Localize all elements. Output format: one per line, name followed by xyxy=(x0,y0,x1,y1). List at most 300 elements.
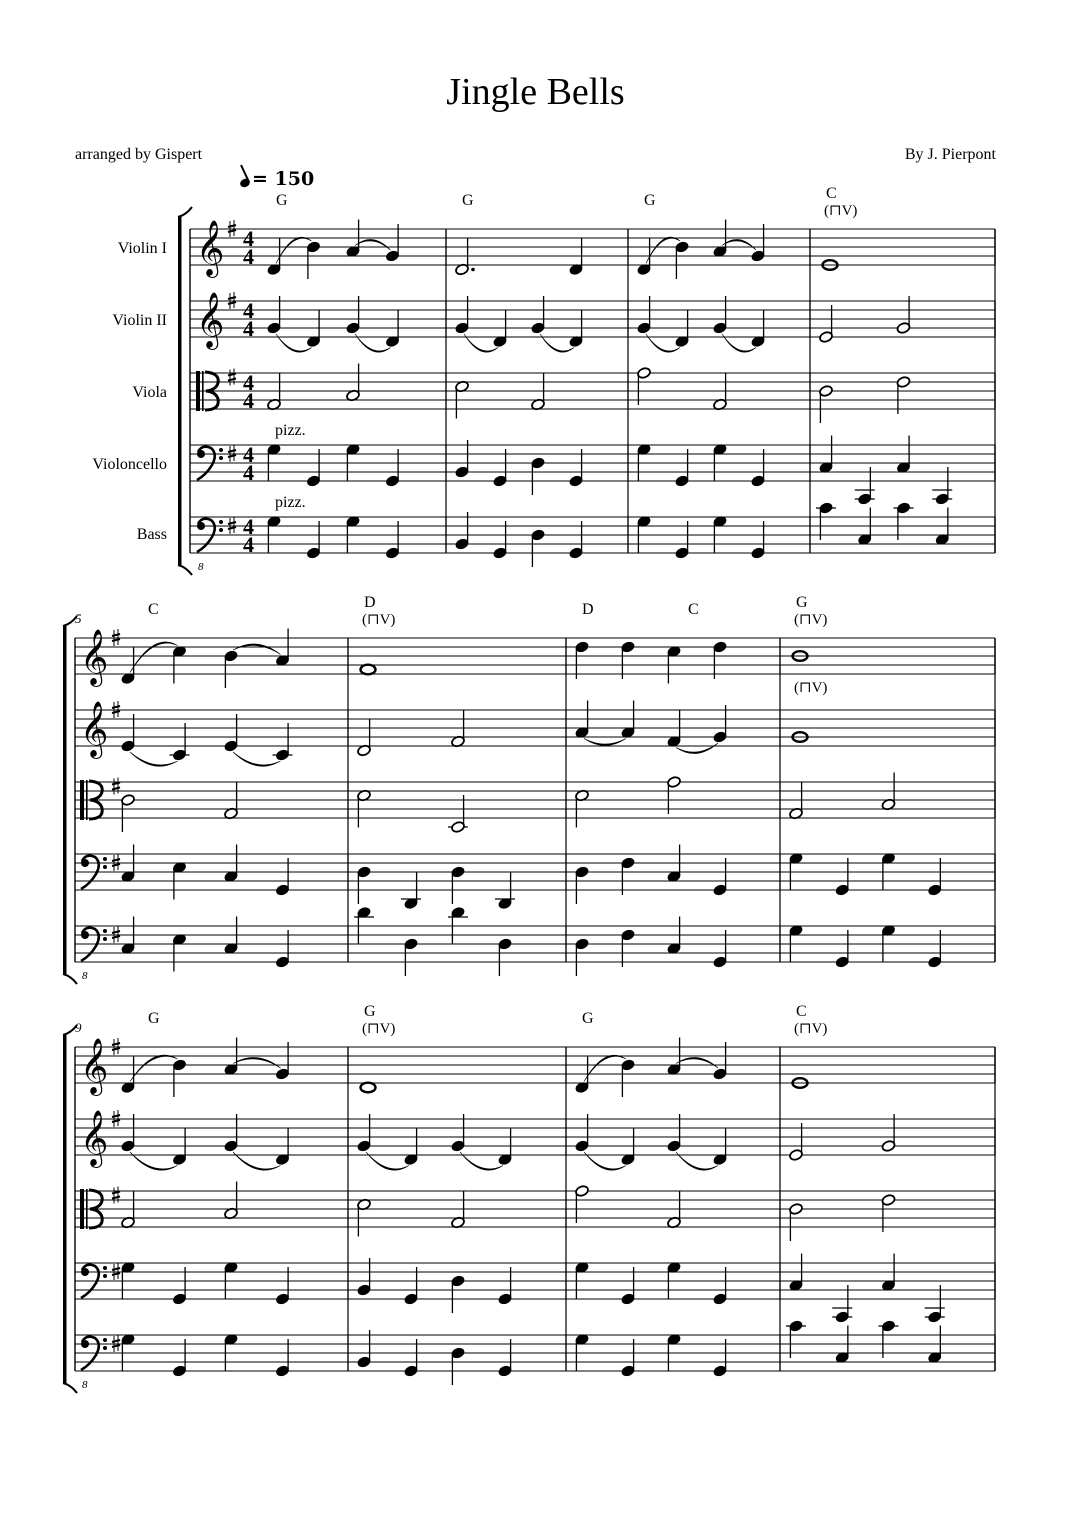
quarter-note xyxy=(835,858,850,896)
staff-violin-2 xyxy=(190,292,995,352)
quarter-note xyxy=(346,443,361,481)
quarter-note xyxy=(346,220,361,258)
quarter-note xyxy=(621,701,636,739)
sharp-icon xyxy=(112,706,120,708)
quarter-note xyxy=(306,241,321,279)
dotted-half-note xyxy=(455,238,475,276)
instrument-label-bass: Bass xyxy=(136,526,167,543)
quarter-note xyxy=(531,529,546,567)
measure-number-9: 9 xyxy=(75,1020,82,1035)
quarter-note xyxy=(575,701,590,739)
chord-symbol: D xyxy=(582,601,594,618)
quarter-note xyxy=(751,449,766,487)
quarter-note xyxy=(751,521,766,559)
treble-clef-icon: 𝄞 xyxy=(80,1112,109,1165)
quarter-note xyxy=(224,714,239,752)
sharp-icon xyxy=(112,1340,120,1342)
system-bracket xyxy=(178,217,182,565)
quarter-note xyxy=(493,521,508,559)
sharp-icon xyxy=(112,1115,120,1117)
quarter-note xyxy=(346,515,361,553)
quarter-note xyxy=(267,238,282,276)
quarter-note xyxy=(455,440,470,478)
alto-clef-icon xyxy=(86,1189,88,1229)
quarter-note xyxy=(575,938,590,976)
bass-clef-icon xyxy=(219,448,223,452)
quarter-note xyxy=(569,238,584,276)
quarter-note xyxy=(275,629,290,667)
sharp-icon xyxy=(112,1120,120,1122)
octave-eight-icon: 8 xyxy=(198,561,204,573)
system-2 xyxy=(63,594,995,984)
time-signature-bottom: 4 xyxy=(243,532,254,557)
composer-credit: By J. Pierpont xyxy=(904,146,996,163)
half-note xyxy=(819,385,834,423)
pizz-markings xyxy=(275,422,306,511)
measure-number-5: 5 xyxy=(75,611,82,626)
quarter-note xyxy=(385,224,400,262)
quarter-note xyxy=(575,1261,590,1299)
system-3 xyxy=(63,1003,995,1393)
quarter-note xyxy=(172,933,187,971)
system-bracket xyxy=(63,1383,77,1393)
quarter-note xyxy=(451,1275,466,1313)
slur xyxy=(233,752,281,766)
half-note xyxy=(819,305,834,343)
quarter-note xyxy=(357,866,372,904)
quarter-note xyxy=(832,1285,852,1323)
quarter-note xyxy=(275,1128,290,1166)
quarter-note xyxy=(927,930,942,968)
quarter-note xyxy=(675,241,690,279)
staff-viola xyxy=(75,773,995,834)
sharp-icon xyxy=(112,1197,120,1199)
quarter-note xyxy=(531,457,546,495)
quarter-note xyxy=(224,1038,239,1076)
quarter-note xyxy=(172,1059,187,1097)
quarter-note xyxy=(713,930,728,968)
slur xyxy=(355,239,391,250)
chord-symbol: G xyxy=(462,192,474,209)
quarter-note xyxy=(621,1267,636,1305)
instrument-label-violin-2: Violin II xyxy=(112,312,167,329)
quarter-note xyxy=(172,1267,187,1305)
quarter-note xyxy=(713,1042,728,1080)
sharp-icon xyxy=(112,639,120,641)
quarter-note xyxy=(713,858,728,896)
system-bracket xyxy=(178,565,192,575)
alto-clef-icon xyxy=(80,1189,84,1229)
quarter-note xyxy=(879,1320,899,1358)
instrument-label-violin-1: Violin I xyxy=(117,240,167,257)
augmentation-dot xyxy=(471,268,475,272)
quarter-note xyxy=(713,1128,728,1166)
staff-violin-2 xyxy=(75,701,995,767)
quarter-note xyxy=(621,857,636,895)
quarter-note xyxy=(927,1326,942,1364)
octave-eight-icon: 8 xyxy=(82,970,88,982)
quarter-note xyxy=(675,521,690,559)
time-signature-bottom: 4 xyxy=(243,460,254,485)
bowing-mark: (⊓V) xyxy=(794,1021,828,1037)
quarter-note xyxy=(455,296,470,334)
time-signature-bottom: 4 xyxy=(243,388,254,413)
slur xyxy=(676,1057,718,1068)
half-note xyxy=(881,1194,896,1232)
quarter-note xyxy=(713,1339,728,1377)
quarter-note xyxy=(385,449,400,487)
quarter-note xyxy=(385,521,400,559)
slur xyxy=(276,237,312,263)
instrument-labels xyxy=(92,240,167,543)
bass-clef-icon xyxy=(219,528,223,532)
quarter-note xyxy=(667,1114,682,1152)
staff-viola xyxy=(190,364,995,424)
quarter-note xyxy=(451,1114,466,1152)
quarter-note xyxy=(498,1267,513,1305)
treble-clef-icon: 𝄞 xyxy=(196,294,225,347)
quarter-note xyxy=(121,647,136,685)
quarter-note xyxy=(498,1128,513,1166)
quarter-note xyxy=(121,845,136,883)
alto-clef-icon xyxy=(202,371,204,411)
half-note xyxy=(121,794,136,832)
staff-viola xyxy=(75,1182,995,1242)
quarter-note xyxy=(935,508,950,546)
half-note xyxy=(224,1182,239,1220)
bowing-mark: (⊓V) xyxy=(794,680,828,696)
half-note xyxy=(455,380,470,418)
quarter-note xyxy=(637,443,652,481)
sharp-icon xyxy=(112,1268,120,1270)
quarter-note xyxy=(172,1128,187,1166)
quarter-note xyxy=(493,310,508,348)
instrument-label-viola: Viola xyxy=(132,384,167,401)
chord-symbol: D xyxy=(364,594,376,611)
system-1 xyxy=(178,185,995,575)
quarter-note xyxy=(451,866,466,904)
quarter-note xyxy=(273,723,293,761)
quarter-note xyxy=(667,845,682,883)
quarter-note xyxy=(675,449,690,487)
arranger-credit: arranged by Gispert xyxy=(75,146,203,163)
bass-clef-icon xyxy=(103,857,107,861)
system-bracket xyxy=(178,207,192,217)
quarter-note xyxy=(357,1258,372,1296)
quarter-note xyxy=(881,924,896,962)
quarter-note xyxy=(881,852,896,890)
treble-clef-icon: 𝄞 xyxy=(80,703,109,756)
staff-bass xyxy=(75,906,995,982)
sharp-icon xyxy=(112,864,120,866)
half-note xyxy=(789,1203,804,1241)
half-note xyxy=(267,373,282,411)
half-note xyxy=(575,789,590,827)
music-engraving xyxy=(63,185,995,1393)
time-signature-top: 4 xyxy=(243,298,254,323)
quarter-note xyxy=(224,650,239,688)
quarter-note xyxy=(575,641,590,679)
quarter-note xyxy=(713,705,728,743)
quarter-note xyxy=(789,924,804,962)
system-bracket xyxy=(63,974,77,984)
bass-clef-icon xyxy=(103,1266,107,1270)
half-note xyxy=(789,782,804,820)
staff-violoncello xyxy=(75,1254,995,1324)
chord-symbol: C xyxy=(688,601,699,618)
slur xyxy=(130,1055,178,1081)
quarter-note xyxy=(637,515,652,553)
quarter-note xyxy=(404,1267,419,1305)
quarter-note xyxy=(357,1330,372,1368)
quarter-note xyxy=(667,1261,682,1299)
notehead xyxy=(361,1083,376,1093)
quarter-note xyxy=(575,1056,590,1094)
quarter-note xyxy=(667,710,682,748)
quarter-note xyxy=(667,1038,682,1076)
quarter-note xyxy=(448,906,468,944)
quarter-note xyxy=(621,641,636,679)
sharp-icon xyxy=(228,374,236,376)
quarter-note xyxy=(498,1339,513,1377)
quarter-note xyxy=(855,467,875,505)
staff-violin-1 xyxy=(75,1021,995,1097)
half-note xyxy=(357,789,372,827)
slur xyxy=(646,237,680,263)
slur xyxy=(130,752,178,766)
quarter-note xyxy=(121,1114,136,1152)
half-note xyxy=(224,782,239,820)
staff-violin-2 xyxy=(75,1110,995,1170)
quarter-note xyxy=(224,917,239,955)
bass-clef-icon xyxy=(219,456,223,460)
sharp-icon xyxy=(112,859,120,861)
slur xyxy=(676,743,718,754)
time-signature-top: 4 xyxy=(243,226,254,251)
bowing-mark: (⊓V) xyxy=(362,612,396,628)
quarter-note xyxy=(835,930,850,968)
quarter-note xyxy=(121,714,136,752)
quarter-note xyxy=(713,443,728,481)
half-note xyxy=(881,773,896,811)
quarter-note xyxy=(816,502,836,540)
half-note xyxy=(121,1191,136,1229)
bass-clef-icon xyxy=(103,929,107,933)
quarter-note xyxy=(857,508,872,546)
time-signature-top: 4 xyxy=(243,514,254,539)
half-note xyxy=(448,795,468,833)
half-note xyxy=(346,364,361,402)
time-signature-top: 4 xyxy=(243,370,254,395)
quarter-note xyxy=(621,1128,636,1166)
quarter-note xyxy=(306,521,321,559)
octave-eight-icon: 8 xyxy=(82,1379,88,1391)
quarter-note xyxy=(786,1320,806,1358)
quarter-note xyxy=(121,1333,136,1371)
staff-violoncello xyxy=(75,845,995,910)
time-signature-bottom: 4 xyxy=(243,316,254,341)
quarter-note xyxy=(667,645,682,683)
sharp-icon xyxy=(228,225,236,227)
sharp-icon xyxy=(112,1273,120,1275)
chord-symbol: G xyxy=(796,594,808,611)
quarter-note xyxy=(404,1128,419,1166)
sharp-icon xyxy=(112,1043,120,1045)
quarter-note xyxy=(121,1261,136,1299)
quarter-note xyxy=(275,1042,290,1080)
quarter-note xyxy=(637,296,652,334)
pizz-bass: pizz. xyxy=(275,494,306,511)
half-note xyxy=(896,296,911,334)
quarter-note xyxy=(455,512,470,550)
bass-clef-icon xyxy=(103,1274,107,1278)
quarter-note xyxy=(713,515,728,553)
bass-clef-icon xyxy=(219,520,223,524)
sharp-icon xyxy=(112,634,120,636)
sharp-icon xyxy=(112,711,120,713)
half-note xyxy=(575,1185,590,1223)
time-signature-top: 4 xyxy=(243,442,254,467)
quarter-note xyxy=(575,866,590,904)
quarter-note xyxy=(498,938,513,976)
quarter-note xyxy=(267,515,282,553)
quarter-note xyxy=(354,906,374,944)
staff-violoncello xyxy=(190,436,995,506)
quarter-note xyxy=(493,449,508,487)
quarter-note xyxy=(224,1261,239,1299)
sharp-icon xyxy=(228,450,236,452)
whole-note xyxy=(361,1083,376,1093)
alto-clef-icon xyxy=(86,780,88,820)
whole-note xyxy=(361,665,376,675)
bass-clef-icon xyxy=(103,865,107,869)
half-note xyxy=(713,373,728,411)
bass-clef-icon xyxy=(103,1346,107,1350)
quarter-note xyxy=(621,1339,636,1377)
half-note xyxy=(789,1123,804,1161)
slur xyxy=(722,239,756,250)
chord-symbol: C xyxy=(148,601,159,618)
half-note xyxy=(667,776,682,814)
quarter-note xyxy=(675,310,690,348)
quarter-note xyxy=(621,1059,636,1097)
quarter-note xyxy=(275,1267,290,1305)
score-title: Jingle Bells xyxy=(446,71,625,113)
quarter-note xyxy=(927,858,942,896)
quarter-note xyxy=(495,872,515,910)
sharp-icon xyxy=(112,936,120,938)
half-note xyxy=(357,719,372,757)
quarter-note xyxy=(569,449,584,487)
chord-symbol: G xyxy=(148,1010,160,1027)
quarter-note xyxy=(224,1114,239,1152)
quarter-note xyxy=(713,220,728,258)
quarter-note xyxy=(275,858,290,896)
chord-symbol: G xyxy=(644,192,656,209)
quarter-note xyxy=(896,436,911,474)
quarter-note xyxy=(751,310,766,348)
quarter-note xyxy=(224,1333,239,1371)
chord-symbol: G xyxy=(582,1010,594,1027)
half-note xyxy=(881,1114,896,1152)
staff-violin-1 xyxy=(190,203,995,279)
slur xyxy=(584,739,626,746)
quarter-note xyxy=(267,443,282,481)
chord-symbol: C xyxy=(826,185,837,202)
chord-symbol: C xyxy=(796,1003,807,1020)
quarter-note xyxy=(789,852,804,890)
staff-bass xyxy=(190,502,995,573)
quarter-note xyxy=(789,1254,804,1292)
quarter-note xyxy=(401,872,421,910)
quarter-note xyxy=(346,296,361,334)
system-bracket xyxy=(63,626,67,974)
quarter-note xyxy=(404,1339,419,1377)
staff-bass xyxy=(75,1320,995,1391)
sharp-icon xyxy=(112,931,120,933)
quarter-note xyxy=(306,310,321,348)
quarter-note xyxy=(531,296,546,334)
half-note xyxy=(451,710,466,748)
sharp-icon xyxy=(228,379,236,381)
bowing-mark: (⊓V) xyxy=(362,1021,396,1037)
staff-violin-1 xyxy=(75,612,995,696)
slur xyxy=(584,1055,626,1081)
sharp-icon xyxy=(112,783,120,785)
quarter-note xyxy=(925,1285,945,1323)
sharp-icon xyxy=(112,788,120,790)
sharp-icon xyxy=(228,230,236,232)
quarter-note xyxy=(667,1333,682,1371)
bowing-mark: (⊓V) xyxy=(794,612,828,628)
sharp-icon xyxy=(228,302,236,304)
quarter-note xyxy=(569,521,584,559)
time-signature-bottom: 4 xyxy=(243,244,254,269)
quarter-note xyxy=(881,1254,896,1292)
quarter-note xyxy=(835,1326,850,1364)
sharp-icon xyxy=(228,522,236,524)
quarter-note xyxy=(267,296,282,334)
alto-clef-icon xyxy=(196,371,200,411)
quarter-note xyxy=(224,845,239,883)
sharp-icon xyxy=(112,1192,120,1194)
sharp-icon xyxy=(112,1345,120,1347)
half-note xyxy=(637,367,652,405)
quarter-note xyxy=(172,645,187,683)
notehead xyxy=(361,665,376,675)
quarter-note xyxy=(575,1114,590,1152)
treble-clef-icon: 𝄞 xyxy=(196,222,225,275)
quarter-note xyxy=(121,917,136,955)
quarter-note xyxy=(894,502,914,540)
half-note xyxy=(451,1191,466,1229)
quarter-note xyxy=(819,436,834,474)
quarter-note xyxy=(172,861,187,899)
quarter-note xyxy=(451,1347,466,1385)
half-note xyxy=(667,1191,682,1229)
quarter-note xyxy=(713,1267,728,1305)
quarter-note xyxy=(275,1339,290,1377)
instrument-label-violoncello: Violoncello xyxy=(92,456,167,473)
pizz-cello: pizz. xyxy=(275,422,306,439)
quarter-note xyxy=(121,1056,136,1094)
sharp-icon xyxy=(228,297,236,299)
bass-clef-icon xyxy=(103,937,107,941)
treble-clef-icon: 𝄞 xyxy=(80,1040,109,1093)
treble-clef-icon: 𝄞 xyxy=(80,631,109,684)
quarter-note xyxy=(385,310,400,348)
quarter-note xyxy=(575,1333,590,1371)
